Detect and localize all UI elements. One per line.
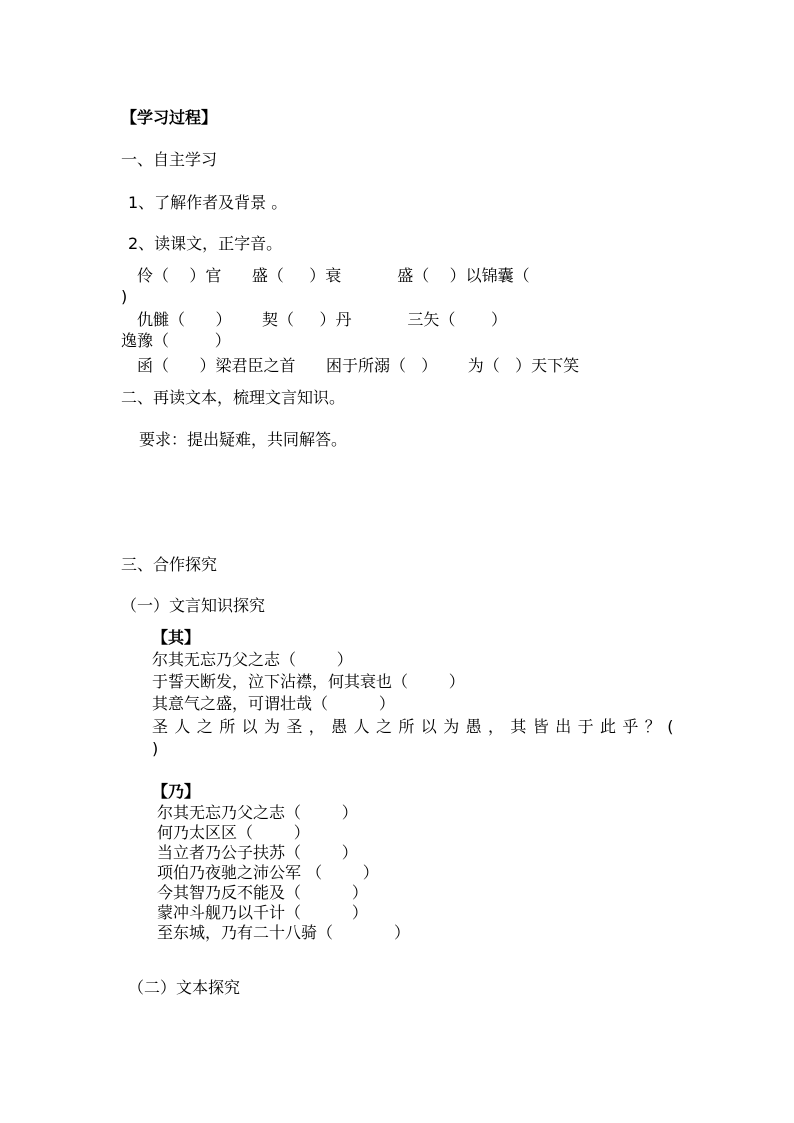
nai-line-1: 尔其无忘乃父之志（ ） [157,803,358,822]
pinyin-row-3: 逸豫（ ） [121,331,231,350]
pinyin-row-2: 仇雠（ ） 契（ ）丹 三矢（ ） [137,310,508,329]
sub1-heading: （一）文言知识探究 [121,596,266,615]
pinyin-row-1: 伶（ ）官 盛（ ）衰 盛（ ）以锦囊（ [137,266,530,285]
qi-line-4: 圣人之所以为圣，愚人之所以为愚，其皆出于此乎？( [152,717,680,736]
nai-label: 【乃】 [152,782,201,801]
nai-line-2: 何乃太区区（ ） [157,823,310,842]
part2-requirement: 要求：提出疑难，共同解答。 [139,430,348,449]
nai-line-7: 至东城，乃有二十八骑（ ） [157,923,411,942]
qi-label: 【其】 [152,628,201,647]
nai-line-3: 当立者乃公子扶苏（ ） [157,843,358,862]
part3-heading: 三、合作探究 [121,555,218,574]
sub2-heading: （二）文本探究 [128,978,241,997]
qi-line-2: 于誓天断发，泣下沾襟，何其衰也（ ） [152,672,465,691]
qi-line-1: 尔其无忘乃父之志（ ） [152,650,353,669]
nai-line-4: 项伯乃夜驰之沛公军 （ ） [157,863,379,882]
part2-heading: 二、再读文本，梳理文言知识。 [121,388,346,407]
qi-line-5: ) [152,739,159,758]
part1-item-2: 2、读课文，正字音。 [128,234,283,253]
nai-line-6: 蒙冲斗舰乃以千计（ ） [157,903,368,922]
part1-item-1: 1、了解作者及背景 。 [128,193,288,212]
nai-line-5: 今其智乃反不能及（ ） [157,883,368,902]
qi-line-3: 其意气之盛，可谓壮哉（ ） [152,694,395,713]
section-header: 【学习过程】 [121,108,218,127]
pinyin-row-1-cont: ) [121,287,128,306]
part1-heading: 一、自主学习 [121,150,218,169]
pinyin-row-4: 函（ ）梁君臣之首 困于所溺（ ） 为（ ）天下笑 [137,356,580,375]
